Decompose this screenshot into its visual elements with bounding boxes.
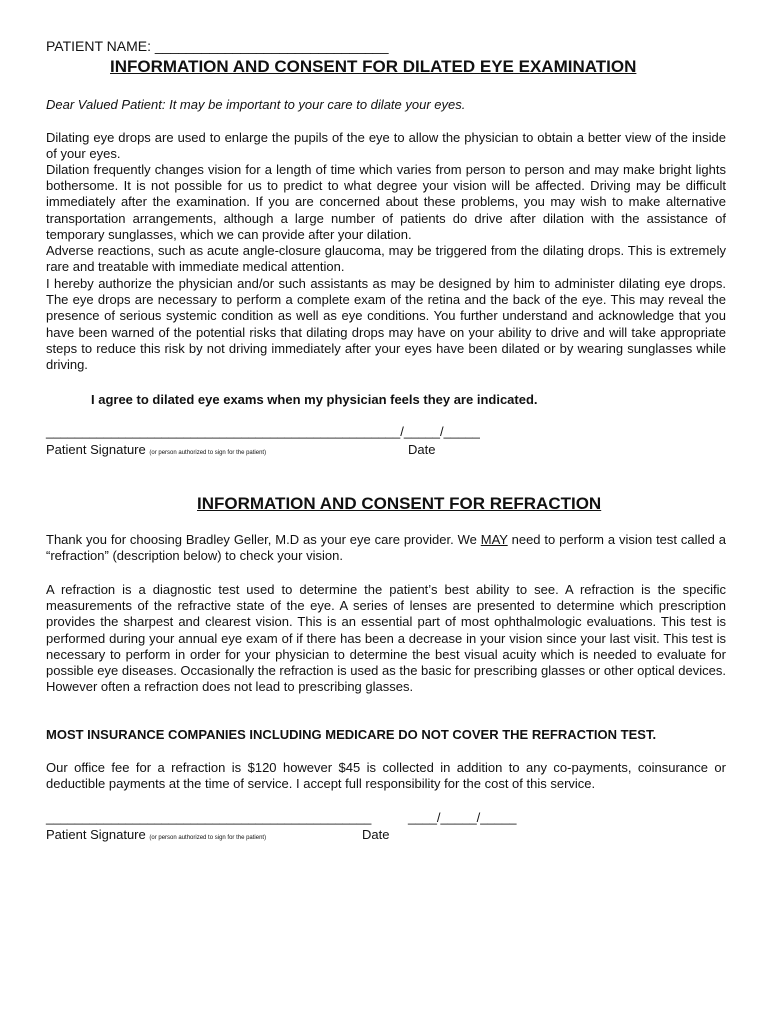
- greeting: Dear Valued Patient: It may be important to your care to dilate your eyes.: [46, 97, 466, 112]
- signature-label: Patient Signature: [46, 827, 146, 842]
- dilation-paragraph-3: Adverse reactions, such as acute angle-closure glaucoma, may be triggered from the dilating drops. This is extremely rare and treatable with immediate medical attention.: [46, 243, 726, 275]
- dilation-paragraph-2: Dilation frequently changes vision for a length of time which varies from person to person and may make bright lights bothersome. It is not possible for us to predict to what degree your vision will be affected. Driving may be difficult immediately after the examination. If you are concerned about these problems, you may wish to make alternative transportation arrangements, although a large number of patients do drive after dilation with the assistance of temporary sunglasses, which we can provide after your dilation.: [46, 162, 726, 242]
- refraction-paragraph-1: [46, 532, 726, 564]
- refraction-signature-line[interactable]: _____________________________________________: [46, 810, 372, 825]
- refraction-date-line[interactable]: ____/_____/_____: [408, 810, 517, 825]
- signature-note: (or person authorized to sign for the patient): [149, 450, 267, 456]
- refraction-paragraph-2: A refraction is a diagnostic test used to determine the patient’s best ability to see. A refraction is the specific measurements of the refractive state of the eye. A series of lenses are presented to determine which prescription provides the sharpest and clearest vision. This is an essential part of most ophthalmologic evaluations. This test is performed during your annual eye exam of if there has been a decrease in your vision since your last visit. This test is necessary to perform in order for your physician to determine the best visual acuity which is needed to evaluate for possible eye diseases. Occasionally the refraction is used as the basic for prescribing glasses or other optical devices. However often a refraction does not lead to prescribing glasses.: [46, 582, 726, 695]
- refraction-p1-text-end: need to perform a vision test called a “refraction” (description below) to check your vision.: [46, 532, 726, 564]
- may-emphasis: MAY: [480, 532, 508, 547]
- refraction-title: INFORMATION AND CONSENT FOR REFRACTION: [197, 494, 602, 513]
- patient-name-label: PATIENT NAME:: [46, 38, 152, 54]
- refraction-p1-text: Thank you for choosing Bradley Geller, M.D as your eye care provider. We: [46, 532, 481, 547]
- dilation-signature-line[interactable]: _________________________________________________/_____/_____: [46, 424, 480, 439]
- refraction-date-label: Date: [362, 827, 390, 842]
- patient-name-row: [46, 38, 389, 54]
- insurance-notice: MOST INSURANCE COMPANIES INCLUDING MEDICARE DO NOT COVER THE REFRACTION TEST.: [46, 727, 657, 742]
- refraction-signature-label-row: [46, 827, 266, 846]
- dilation-signature-label-row: [46, 442, 266, 461]
- dilation-agreement: I agree to dilated eye exams when my physician feels they are indicated.: [91, 392, 538, 407]
- patient-name-field[interactable]: ______________________________: [154, 38, 389, 54]
- dilation-date-label: Date: [408, 442, 436, 457]
- dilated-exam-title: INFORMATION AND CONSENT FOR DILATED EYE EXAMINATION: [110, 57, 637, 76]
- dilation-paragraph-1: Dilating eye drops are used to enlarge the pupils of the eye to allow the physician to obtain a better view of the inside of your eyes.: [46, 130, 726, 162]
- fee-paragraph: Our office fee for a refraction is $120 however $45 is collected in addition to any co-payments, coinsurance or deductible payments at the time of service. I accept full responsibility for the cost of this service.: [46, 760, 726, 792]
- signature-label: Patient Signature: [46, 442, 146, 457]
- signature-note: (or person authorized to sign for the patient): [149, 835, 267, 841]
- dilation-paragraph-4: I hereby authorize the physician and/or such assistants as may be designed by him to administer dilating eye drops. The eye drops are necessary to perform a complete exam of the retina and the back of the eye. This may reveal the presence of serious systemic condition as well as eye conditions. You further understand and acknowledge that you have been warned of the potential risks that dilating drops may have on your ability to drive and will take appropriate steps to reduce this risk by not driving immediately after your eyes have been dilated or by wearing sunglasses while driving.: [46, 276, 726, 373]
